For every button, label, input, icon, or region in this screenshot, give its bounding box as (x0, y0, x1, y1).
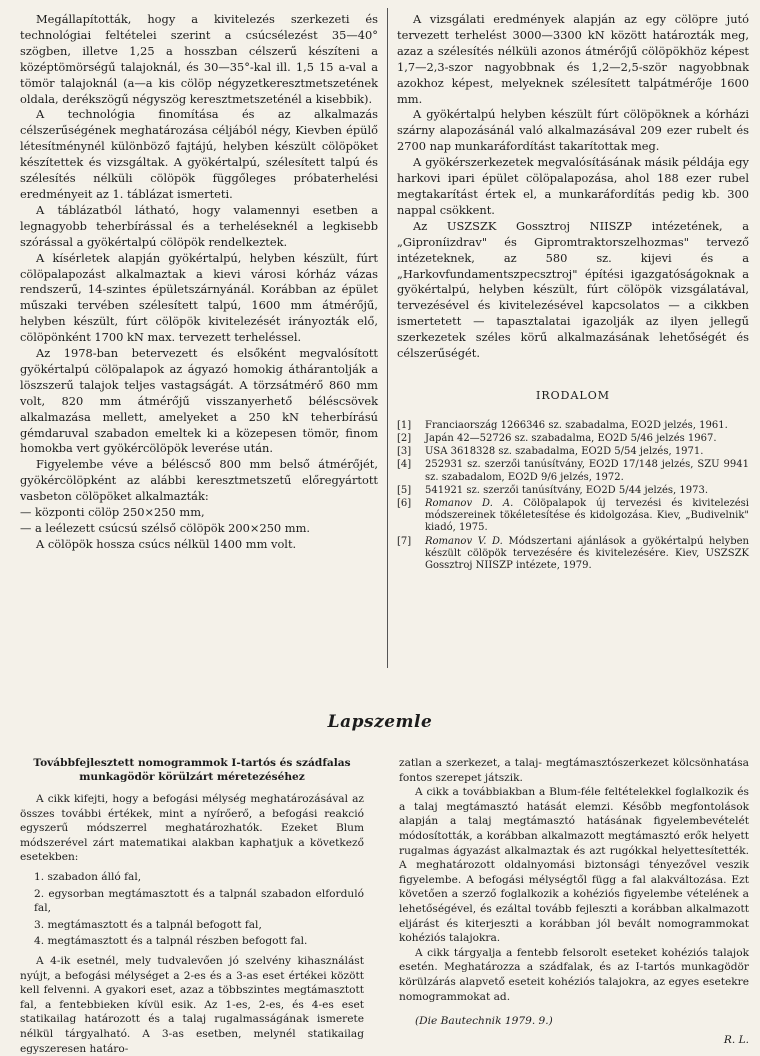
paragraph: A cikk kifejti, hogy a befogási mélység meghatározásával az összes további értékek, mint a nyírőerő, a befogási reakció egyszerű módszerrel meghatározhatók. Ezeket Blum módszerével zárt matematikai alakban kaphatjuk a következő esetekben: (20, 793, 364, 864)
author-initials: R. L. (723, 1033, 749, 1046)
paragraph: A gyökértalpú helyben készült fúrt cölöpöknek a kórházi szárny alapozásánál való alkalmazásával 209 ezer rubelt és 2700 nap munkaráfordítást takarítottak meg. (397, 107, 749, 154)
paragraph: A vizsgálati eredmények alapján az egy cölöpre jutó tervezett terhelést 3000—3300 kN között határozták meg, azaz a szélesítés nélküli azonos átmérőjű cölöpökhöz képest 1,7—2,3-szor nagyobbnak és 1,2—2,5-ször nagyobbnak azokhoz képest, melyeknek szélesített talpátmérője 1600 mm. (397, 12, 749, 106)
reference-item: [5] 541921 sz. szerzői tanúsítvány, EO2D 5/44 jelzés, 1973. (397, 484, 709, 496)
paragraph: Figyelembe véve a béléscső 800 mm belső átmérőjét, gyökércölöpként az alábbi keresztmetszetű előregyártott vasbeton cölöpöket alkalmazták: (20, 457, 378, 504)
paragraph: Megállapították, hogy a kivitelezés szerkezeti és technológiai feltételei szerint a csúcsélezést 35—40° szögben, illetve 1,25 a hosszban célszerű készíteni a középtömörségű talajoknál, és 30—35°-kal ill. 1,5 15 a-val a tömör talajoknál (a—a kis cölöp négyzetkeresztmetszetének oldala, derékszögű négyszög keresztmetszeténél a kisebbik). (20, 12, 378, 106)
list-item: 4. megtámasztott és a talpnál részben befogott fal. (34, 935, 308, 948)
left-column-top (20, 12, 378, 553)
references-heading: IRODALOM (536, 388, 610, 402)
reference-item: [6] Romanov D. A. Cölöpalapok új tervezési és kivitelezési módszereinek tökéletesítése és kidolgozása. Kiev, „Budivelnik" kiadó, 1975. (397, 498, 750, 534)
source-citation: (Die Bautechnik 1979. 9.) (415, 1015, 553, 1028)
list-item: 2. egysorban megtámasztott és a talpnál szabadon elforduló fal, (34, 887, 364, 915)
reference-item: [1] Franciaország 1266346 sz. szabadalma, EO2D jelzés, 1961. (397, 419, 728, 431)
case-list (20, 870, 364, 949)
paragraph: A cölöpök hossza csúcs nélkül 1400 mm volt. (36, 536, 297, 551)
section-title: Lapszemle (327, 712, 433, 732)
paragraph: Az 1978-ban betervezett és elsőként megvalósított gyökértalpú cölöpalapok az ágyazó homokig áthárantolják a löszszerű talajok teljes vastagságát. A törzsátmérő 860 mm volt, 820 mm átmérőjű visszanyerhető béléscsövek alkalmazása mellett, amelyeket a 250 kN teherbírású gémdaruval szabadon emeltek ki a közepesen tömör, finom homokba vert gyökércölöpök leverése után. (20, 346, 378, 456)
paragraph: A cikk tárgyalja a fentebb felsorolt eseteket kohéziós talajok esetén. Meghatározza a szádfalak, és az I-tartós munkagödör körülzárás alapvető eseteit kohéziós talajokra, az egyes esetekre nomogrammokat ad. (399, 946, 749, 1003)
reference-item: [7] Romanov V. D. Módszertani ajánlások a gyökértalpú helyben készült cölöpök tervezésére és kivitelezésére. Kiev, USZSZK Gossztroj NIISZP intézete, 1979. (397, 535, 749, 572)
reference-author: Romanov D. A. (425, 498, 514, 510)
right-column-top (397, 12, 749, 573)
reference-item: [2] Japán 42—52726 sz. szabadalma, EO2D 5/46 jelzés 1967. (397, 433, 717, 445)
paragraph: A cikk a továbbiakban a Blum-féle feltételekkel foglalkozik és a talaj megtámasztó hatását elemzi. Később megfontolások alapján a talaj megtámasztó hatásának figyelembevételét módosították, a korábban alkalmazott megtámasztó erők helyett rugalmas ágyazást alkalmaztak és azt rugókkal helyettesítették. A meghatározott oldalnyomási biztonsági tényezővel veszik figyelembe. A befogási mélységtől függ a fal alakváltozása. Ezt követően a szerző foglalkozik a kohéziós figyelembe vételének a lehetőségével, és ezáltal tovább fejleszti a korábban alkalmazott eljárást és kiterjeszti a korábban jól bevált nomogrammokat kohéziós talajokra. (399, 786, 749, 945)
paragraph: zatlan a szerkezet, a talaj- megtámasztószerkezet kölcsönhatása fontos szerepet játszik. (399, 757, 749, 784)
left-column-bottom (20, 756, 364, 1056)
paragraph: A táblázatból látható, hogy valamennyi esetben a legnagyobb teherbírással és a terheléseknél a legkisebb szórással a gyökértalpú cölöpök rendelkeztek. (20, 202, 378, 249)
paragraph: A gyökérszerkezetek megvalósításának másik példája egy harkovi ipari épület cölöpalapozása, ahol 188 ezer rubel megtakarítást értek el, a munkaráfordítás pedig kb. 300 nappal csökkent. (397, 155, 749, 217)
right-column-bottom (399, 756, 749, 1047)
list-item: — központi cölöp 250×250 mm, (20, 505, 205, 520)
paragraph: A kísérletek alapján gyökértalpú, helyben készült, fúrt cölöpalapozást alkalmaztak a kievi városi kórház vázas rendszerű, 14-szintes épületszárnyánál. Korábban az épület műszaki tervében szélesített talpú, 1600 mm átmérőjű, helyben készült, fúrt cölöpök kivitelezését irányozták elő, cölöpönként 1700 kN max. tervezett terheléssel. (20, 250, 378, 345)
list-item: 3. megtámasztott és a talpnál befogott fal, (34, 918, 262, 931)
paragraph: A 4-ik esetnél, mely tudvalevően jó szelvény kihasználást nyújt, a befogási mélységet a 2-es és a 3-as eset értékei között kell felvenni. A gyakori eset, azaz a többszintes megtámasztott fal, a fentebbieken kívül esik. Az 1-es, 2-es, és 4-es eset statikailag határozott és a talaj rugalmasságának ismerete nélkül tárgyalható. A 3-as esetben, melynél statikailag egyszeresen határo- (20, 954, 364, 1055)
list-item: 1. szabadon álló fal, (34, 870, 142, 883)
column-divider (387, 8, 388, 668)
reference-list (397, 420, 749, 572)
article-title: Továbbfejlesztett nomogrammok I-tartós és szádfalas munkagödör körülzárt méretezéséhez (33, 757, 351, 783)
paragraph: Az USZSZK Gossztroj NIISZP intézetének, a „Giproníizdrav" és Gipromtraktorszelhozmas" tervező intézeteknek, az 580 sz. kijevi és a „Harkovfundamentszpecsztroj" építési igazgatóságoknak a gyökértalpú, helyben készült, fúrt cölöpök vizsgálatával, tervezésével és kivitelezésével kapcsolatos — a cikkben ismertetett — tapasztalatai igazolják az ilyen jellegű szerkezetek széles körű alkalmazásának lehetőségét és célszerűségét. (397, 218, 749, 361)
list-item: — a leélezett csúcsú szélső cölöpök 200×250 mm. (20, 521, 311, 535)
reference-item: [3] USA 3618328 sz. szabadalma, EO2D 5/54 jelzés, 1971. (397, 446, 704, 458)
reference-author: Romanov V. D. (425, 535, 503, 547)
reference-item: [4] 252931 sz. szerzői tanúsítvány, EO2D 17/148 jelzés, SZU 9941 sz. szabadalom, EO2D 9/6 jelzés, 1972. (397, 459, 749, 483)
paragraph: A technológia finomítása és az alkalmazás célszerűségének meghatározása céljából négy, Kievben épülő létesítménynél különböző fajtájú, helyben készült cölöpöket készítettek és vizsgáltak. A gyökértalpú, szélesített talpú és szélesítés nélküli cölöpök függőleges próbaterhelési eredményeit az 1. táblázat ismerteti. (20, 107, 378, 201)
